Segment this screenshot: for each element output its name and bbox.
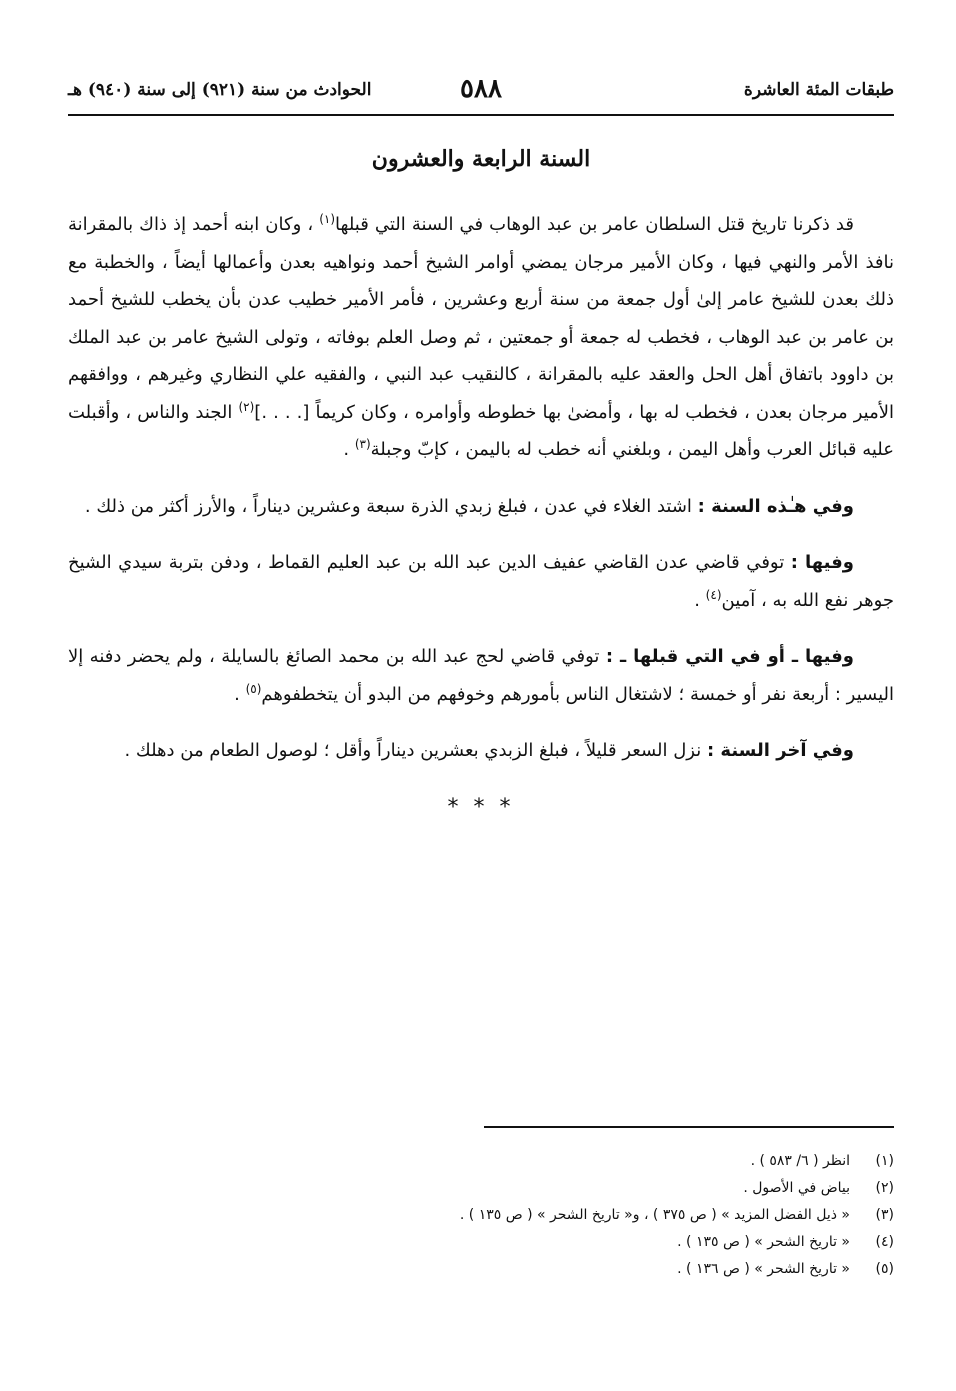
- main-text: [68, 206, 894, 826]
- footnote: [68, 1175, 894, 1202]
- paragraph-text: توفي قاضي عدن القاضي عفيف الدين عبد الله بن عبد العليم القماط ، ودفن بتربة سيدي الشيخ جوهر نفع الله به ، آمين: [68, 552, 894, 611]
- footnote-rule: [484, 1126, 894, 1128]
- footnote-number: (٣): [875, 1207, 894, 1223]
- paragraph-text: الجند والناس ، وأقبلت عليه قبائل العرب وأهل اليمن ، وبلغني أنه خطب له باليمن ، كإبّ وجبلة: [68, 401, 894, 460]
- section-separator: * * *: [447, 794, 515, 820]
- footnote-ref: (٤): [705, 587, 722, 602]
- paragraph-lead: وفي آخر السنة :: [706, 740, 854, 761]
- paragraph: [68, 732, 894, 770]
- paragraph-lead: وفي هـٰذه السنة :: [697, 495, 854, 517]
- footnote-text: انظر ( ٦/ ٥٨٣ ) .: [750, 1153, 850, 1169]
- paragraph-lead: وفيها ـ أو في التي قبلها ـ :: [605, 646, 854, 667]
- section-title: السنة الرابعة والعشرون: [371, 146, 591, 172]
- footnote-ref: (١): [319, 212, 336, 226]
- paragraph: [68, 488, 894, 526]
- paragraph-text: نزل السعر قليلاً ، فبلغ الزبدي بعشرين ديناراً وأقل ؛ لوصول الطعام من دهلك .: [124, 740, 707, 761]
- year-range: الحوادث من سنة (٩٢١) إلى سنة (٩٤٠) هـ: [68, 80, 372, 100]
- footnote-number: (٢): [875, 1180, 894, 1196]
- paragraph-text: اشتد الغلاء في عدن ، فبلغ زبدي الذرة سبعة وعشرين ديناراً ، والأرز أكثر من ذلك .: [84, 495, 698, 517]
- paragraph-text: .: [343, 439, 355, 460]
- footnotes: [68, 1148, 894, 1283]
- paragraph-text: قد ذكرنا تاريخ قتل السلطان عامر بن عبد الوهاب في السنة التي قبلها: [335, 214, 854, 235]
- footnote: [68, 1202, 894, 1229]
- footnote-number: (٤): [875, 1234, 894, 1250]
- book-title: طبقات المئة العاشرة: [743, 80, 894, 100]
- paragraph-text: .: [234, 683, 246, 705]
- footnote-ref: (٣): [354, 437, 371, 451]
- footnote: [68, 1256, 894, 1283]
- paragraph-text: ، وكان ابنه أحمد إذ ذاك بالمقرانة نافذ الأمر والنهي فيها ، وكان الأمير مرجان يمضي أوامر الشيخ أحمد ونواهيه بعدن وأعمالها أيضاً ، والخطبة مع ذلك بعدن للشيخ عامر إلىٰ أول جمعة من سنة أربع وعشرين ، فأمر الأمير خطيب عدن بأن يخطب للشيخ أحمد بن عامر بن عبد الوهاب ، فخطب له جمعة أو جمعتين ، ثم وصل العلم بوفاته ، وتولى الشيخ عامر بن عبد الملك بن داوود باتفاق أهل الحل والعقد عليه بالمقرانة ، كالنقيب عبد النبي ، والفقيه علي النظاري وغيرهم ، ووافقهم الأمير مرجان بعدن ، فخطب له بها ، وأمضىٰ بها خطوطه وأوامره ، وكان كريماً [. . . .]: [68, 214, 894, 423]
- footnote-text: « ذيل الفضل المزيد » ( ص ٣٧٥ ) ، و« تاريخ الشحر » ( ص ١٣٥ ) .: [459, 1207, 850, 1223]
- footnote-number: (٥): [875, 1261, 894, 1277]
- paragraph-text: .: [694, 589, 706, 611]
- footnote-text: « تاريخ الشحر » ( ص ١٣٥ ) .: [677, 1234, 850, 1250]
- paragraph-lead: وفيها :: [790, 552, 854, 573]
- header-rule: [68, 114, 894, 116]
- footnote-ref: (٥): [245, 681, 262, 696]
- footnote-ref: (٢): [238, 399, 255, 414]
- paragraph: [68, 638, 894, 713]
- page-number: ٥٨٨: [460, 74, 502, 104]
- footnote: [68, 1229, 894, 1256]
- running-header: [68, 74, 894, 110]
- footnote-number: (١): [875, 1153, 894, 1169]
- footnote-text: « تاريخ الشحر » ( ص ١٣٦ ) .: [677, 1261, 850, 1277]
- footnote: [68, 1148, 894, 1175]
- paragraph: [68, 544, 894, 619]
- footnote-text: بياض في الأصول .: [743, 1180, 850, 1196]
- paragraph: [68, 206, 894, 469]
- paragraph-text: توفي قاضي لحج عبد الله بن محمد الصائغ بالسايلة ، ولم يحضر دفنه إلا اليسير : أربعة نفر أو خمسة ؛ لاشتغال الناس بأمورهم وخوفهم من البدو أن يتخطفوهم: [68, 646, 894, 705]
